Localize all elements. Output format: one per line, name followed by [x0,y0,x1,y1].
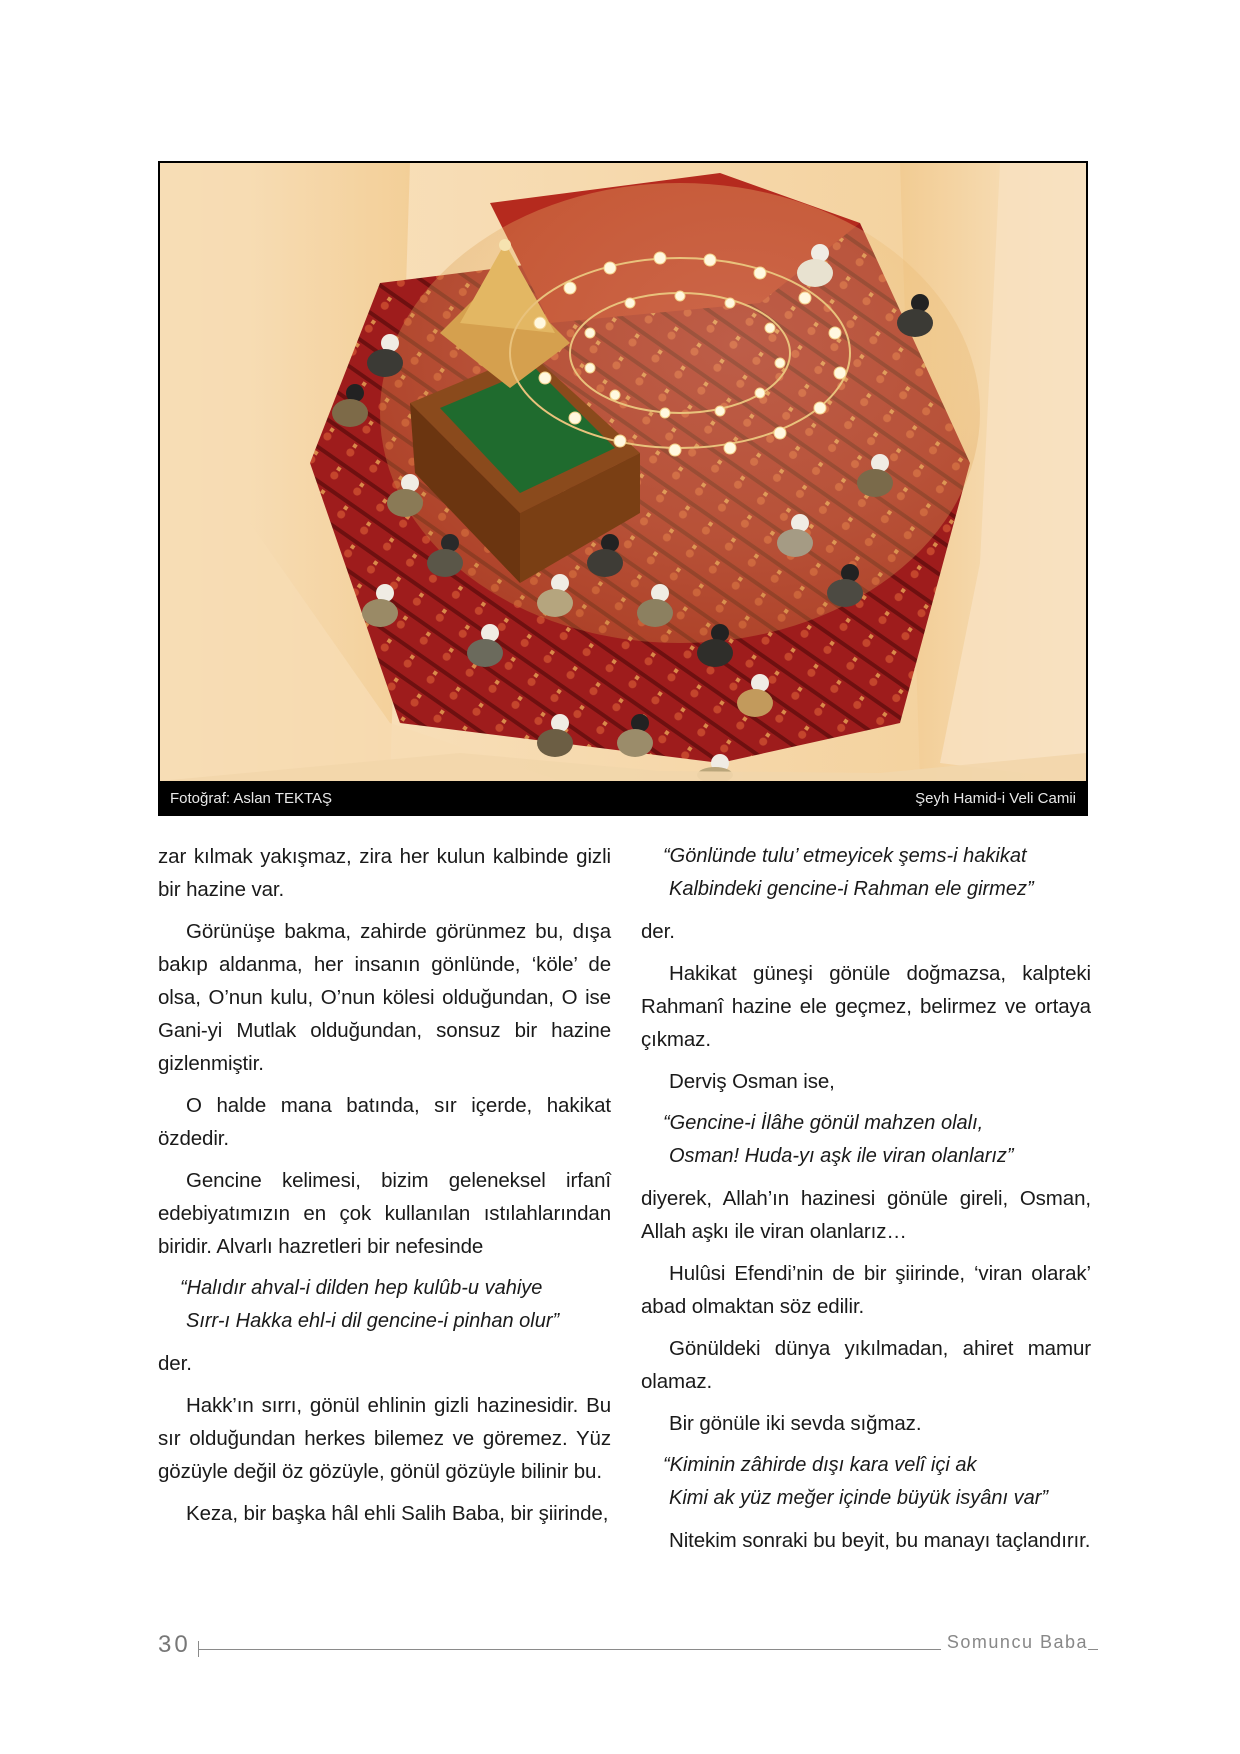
right-column [641,840,1091,1566]
verse-line: “Gencine-i İlâhe gönül mahzen olalı, [663,1112,984,1134]
verse-quote [158,1272,611,1338]
paragraph: O halde mana batında, sır içerde, hakikat özdedir. [158,1094,611,1150]
paragraph: Bir gönüle iki sevda sığmaz. [669,1412,922,1435]
mosque-photo [158,161,1088,816]
paragraph: zar kılmak yakışmaz, zira her kulun kalbinde gizli bir hazine var. [158,845,611,901]
paragraph: der. [641,920,675,943]
mosque-interior-illustration [160,163,1086,781]
verse-quote [641,1449,1091,1515]
paragraph: Hulûsi Efendi’nin de bir şiirinde, ‘viran olarak’ abad olmaktan söz edilir. [641,1262,1091,1318]
photo-credit: Fotoğraf: Aslan TEKTAŞ [170,790,333,807]
paragraph: diyerek, Allah’ın hazinesi gönüle gireli, Osman, Allah aşkı ile viran olanlarız… [641,1187,1091,1243]
verse-line: Sırr-ı Hakka ehl-i dil gencine-i pinhan olur” [186,1310,560,1332]
paragraph: Gencine kelimesi, bizim geleneksel irfanî edebiyatımızın en çok kullanılan ıstılahlarından biridir. Alvarlı hazretleri bir nefesinde [158,1169,611,1258]
magazine-name: Somuncu Baba [941,1630,1088,1654]
verse-line: Kalbindeki gencine-i Rahman ele girmez” [669,878,1034,900]
verse-line: “Gönlünde tulu’ etmeyicek şems-i hakikat [663,845,1027,867]
paragraph: Nitekim sonraki bu beyit, bu manayı taçlandırır. [669,1529,1091,1552]
photo-caption-bar [158,781,1088,816]
verse-line: “Halıdır ahval-i dilden hep kulûb-u vahiye [180,1277,543,1299]
paragraph: Gönüldeki dünya yıkılmadan, ahiret mamur olamaz. [641,1337,1091,1393]
paragraph: Hakk’ın sırrı, gönül ehlinin gizli hazinesidir. Bu sır olduğundan herkes bilemez ve göremez. Yüz gözüyle değil öz gözüyle, gönül gözüyle bilinir bu. [158,1394,611,1483]
paragraph: Hakikat güneşi gönüle doğmazsa, kalpteki Rahmanî hazine ele geçmez, belirmez ve ortaya çıkmaz. [641,962,1091,1051]
verse-quote [641,840,1091,906]
page-footer [158,1630,1088,1660]
left-column [158,840,611,1539]
photo-title: Şeyh Hamid-i Veli Camii [915,790,1076,807]
verse-line: Osman! Huda-yı aşk ile viran olanlarız” [669,1145,1014,1167]
page-number: 30 [158,1631,191,1658]
verse-line: Kimi ak yüz meğer içinde büyük isyânı var” [669,1487,1049,1509]
verse-line: “Kiminin zâhirde dışı kara velî içi ak [663,1454,977,1476]
paragraph: Keza, bir başka hâl ehli Salih Baba, bir şiirinde, [186,1502,609,1525]
verse-quote [641,1107,1091,1173]
paragraph: der. [158,1352,192,1375]
paragraph: Derviş Osman ise, [669,1070,835,1093]
paragraph: Görünüşe bakma, zahirde görünmez bu, dışa bakıp aldanma, her insanın gönlünde, ‘köle’ de olsa, O’nun kulu, O’nun kölesi olduğundan, O ise Gani-yi Mutlak olduğundan, sonsuz bir hazine gizlenmiştir. [158,920,611,1075]
